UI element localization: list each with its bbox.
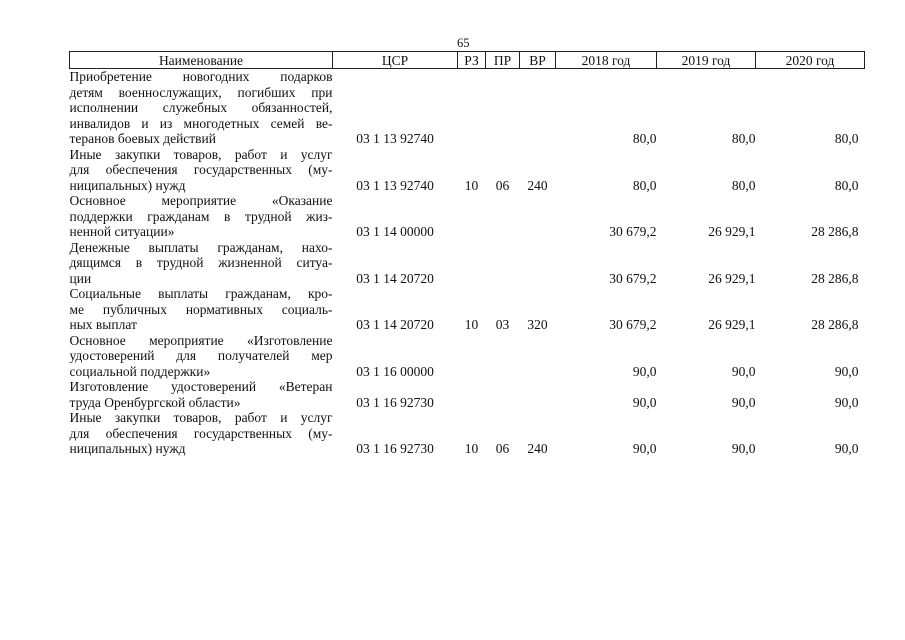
row-pr: 06 — [495, 441, 510, 456]
row-name — [70, 240, 333, 287]
row-2018: 90,0 — [632, 441, 657, 456]
row-pr — [486, 193, 520, 240]
header-rz: РЗ — [458, 52, 486, 69]
row-rz — [458, 333, 486, 380]
row-name-line: теранов боевых действий — [69, 131, 217, 146]
row-vr — [520, 193, 556, 240]
row-name-line: Основное мероприятие «Оказание — [69, 193, 333, 208]
row-name — [70, 69, 333, 147]
row-name-line: детям военнослужащих, погибших при — [69, 84, 333, 100]
table-row — [70, 410, 865, 457]
row-name-line: ции — [69, 270, 92, 286]
row-name — [70, 193, 333, 240]
row-name-line: ниципальных) нужд — [69, 441, 186, 456]
header-name: Наименование — [70, 52, 333, 69]
table-row — [70, 379, 865, 410]
row-name-line: исполнении служебных обязанностей, — [69, 100, 333, 115]
row-2020: 80,0 — [834, 177, 859, 193]
row-name-line: Изготовление удостоверений «Ветеран — [69, 379, 333, 394]
row-rz: 10 — [464, 177, 479, 193]
row-2019: 90,0 — [731, 394, 756, 410]
row-2020: 28 286,8 — [811, 224, 859, 239]
table-row — [70, 240, 865, 287]
row-name-line: поддержки гражданам в трудной жиз- — [69, 208, 333, 224]
row-rz — [458, 193, 486, 240]
row-rz: 10 — [464, 441, 479, 456]
row-name-line: ных выплат — [69, 317, 137, 332]
row-name — [70, 333, 333, 380]
row-name-line: дящимся в трудной жизненной ситуа- — [69, 255, 333, 270]
row-2019: 26 929,1 — [708, 317, 756, 332]
row-name-line: инвалидов и из многодетных семей ве- — [69, 115, 333, 131]
row-vr: 320 — [527, 317, 548, 332]
header-pr: ПР — [486, 52, 520, 69]
row-2020: 90,0 — [834, 363, 859, 379]
header-2019: 2019 год — [657, 52, 756, 69]
row-csr: 03 1 14 20720 — [356, 317, 434, 332]
row-name-line: социальной поддержки» — [69, 363, 211, 379]
header-vr: ВР — [520, 52, 556, 69]
row-2019: 90,0 — [731, 441, 756, 456]
row-2018: 30 679,2 — [609, 224, 657, 239]
row-name-line: Денежные выплаты гражданам, нахо- — [69, 239, 333, 255]
row-name-line: Приобретение новогодних подарков — [69, 69, 333, 84]
row-2020: 90,0 — [834, 394, 859, 410]
table-row — [70, 147, 865, 194]
row-csr: 03 1 13 92740 — [356, 131, 434, 146]
row-name-line: Иные закупки товаров, работ и услуг — [69, 410, 333, 425]
row-name-line: для обеспечения государственных (му- — [69, 162, 333, 177]
row-name-line: ниципальных) нужд — [69, 177, 186, 193]
row-2018: 30 679,2 — [609, 317, 657, 332]
row-csr: 03 1 16 00000 — [356, 363, 434, 379]
table-row — [70, 69, 865, 147]
row-csr: 03 1 16 92730 — [356, 394, 434, 410]
header-2018: 2018 год — [556, 52, 657, 69]
row-pr: 03 — [495, 317, 510, 332]
row-pr — [486, 240, 520, 287]
row-2019: 80,0 — [731, 177, 756, 193]
row-vr — [520, 379, 556, 410]
row-2018: 80,0 — [632, 177, 657, 193]
row-csr: 03 1 14 20720 — [356, 270, 434, 286]
table-body — [70, 69, 865, 457]
row-vr: 240 — [527, 177, 548, 193]
row-rz: 10 — [464, 317, 479, 332]
row-2018: 30 679,2 — [609, 270, 657, 286]
row-2019: 26 929,1 — [708, 270, 756, 286]
row-name-line: удостоверений для получателей мер — [69, 348, 333, 363]
row-2020: 28 286,8 — [811, 317, 859, 332]
page-number: 65 — [457, 36, 470, 50]
row-name — [70, 286, 333, 333]
row-2019: 26 929,1 — [708, 224, 756, 239]
row-name-line: труда Оренбургской области» — [69, 394, 241, 410]
budget-table — [69, 51, 865, 457]
row-vr — [520, 333, 556, 380]
row-name-line: Основное мероприятие «Изготовление — [69, 332, 333, 348]
row-2018: 90,0 — [632, 363, 657, 379]
table-row — [70, 333, 865, 380]
row-2020: 80,0 — [834, 131, 859, 146]
row-name-line: Иные закупки товаров, работ и услуг — [69, 146, 333, 162]
row-2020: 90,0 — [834, 441, 859, 456]
row-rz — [458, 240, 486, 287]
row-csr: 03 1 13 92740 — [356, 177, 434, 193]
row-vr: 240 — [527, 441, 548, 456]
row-vr — [520, 69, 556, 147]
row-name-line: для обеспечения государственных (му- — [69, 425, 333, 441]
header-csr: ЦСР — [333, 52, 458, 69]
table-row — [70, 193, 865, 240]
row-name — [70, 410, 333, 457]
row-pr — [486, 69, 520, 147]
row-csr: 03 1 16 92730 — [356, 441, 434, 456]
row-name — [70, 379, 333, 410]
row-2020: 28 286,8 — [811, 270, 859, 286]
row-pr: 06 — [495, 177, 510, 193]
row-pr — [486, 379, 520, 410]
table-header-row — [70, 52, 865, 69]
table-row — [70, 286, 865, 333]
row-name-line: Социальные выплаты гражданам, кро- — [69, 286, 333, 301]
row-2018: 90,0 — [632, 394, 657, 410]
row-name — [70, 147, 333, 194]
row-name-line: ме публичных нормативных социаль- — [69, 301, 333, 317]
row-csr: 03 1 14 00000 — [356, 224, 434, 239]
row-2019: 90,0 — [731, 363, 756, 379]
row-rz — [458, 379, 486, 410]
row-pr — [486, 333, 520, 380]
row-name-line: ненной ситуации» — [69, 224, 175, 239]
header-2020: 2020 год — [756, 52, 865, 69]
row-vr — [520, 240, 556, 287]
row-2019: 80,0 — [731, 131, 756, 146]
row-rz — [458, 69, 486, 147]
row-2018: 80,0 — [632, 131, 657, 146]
